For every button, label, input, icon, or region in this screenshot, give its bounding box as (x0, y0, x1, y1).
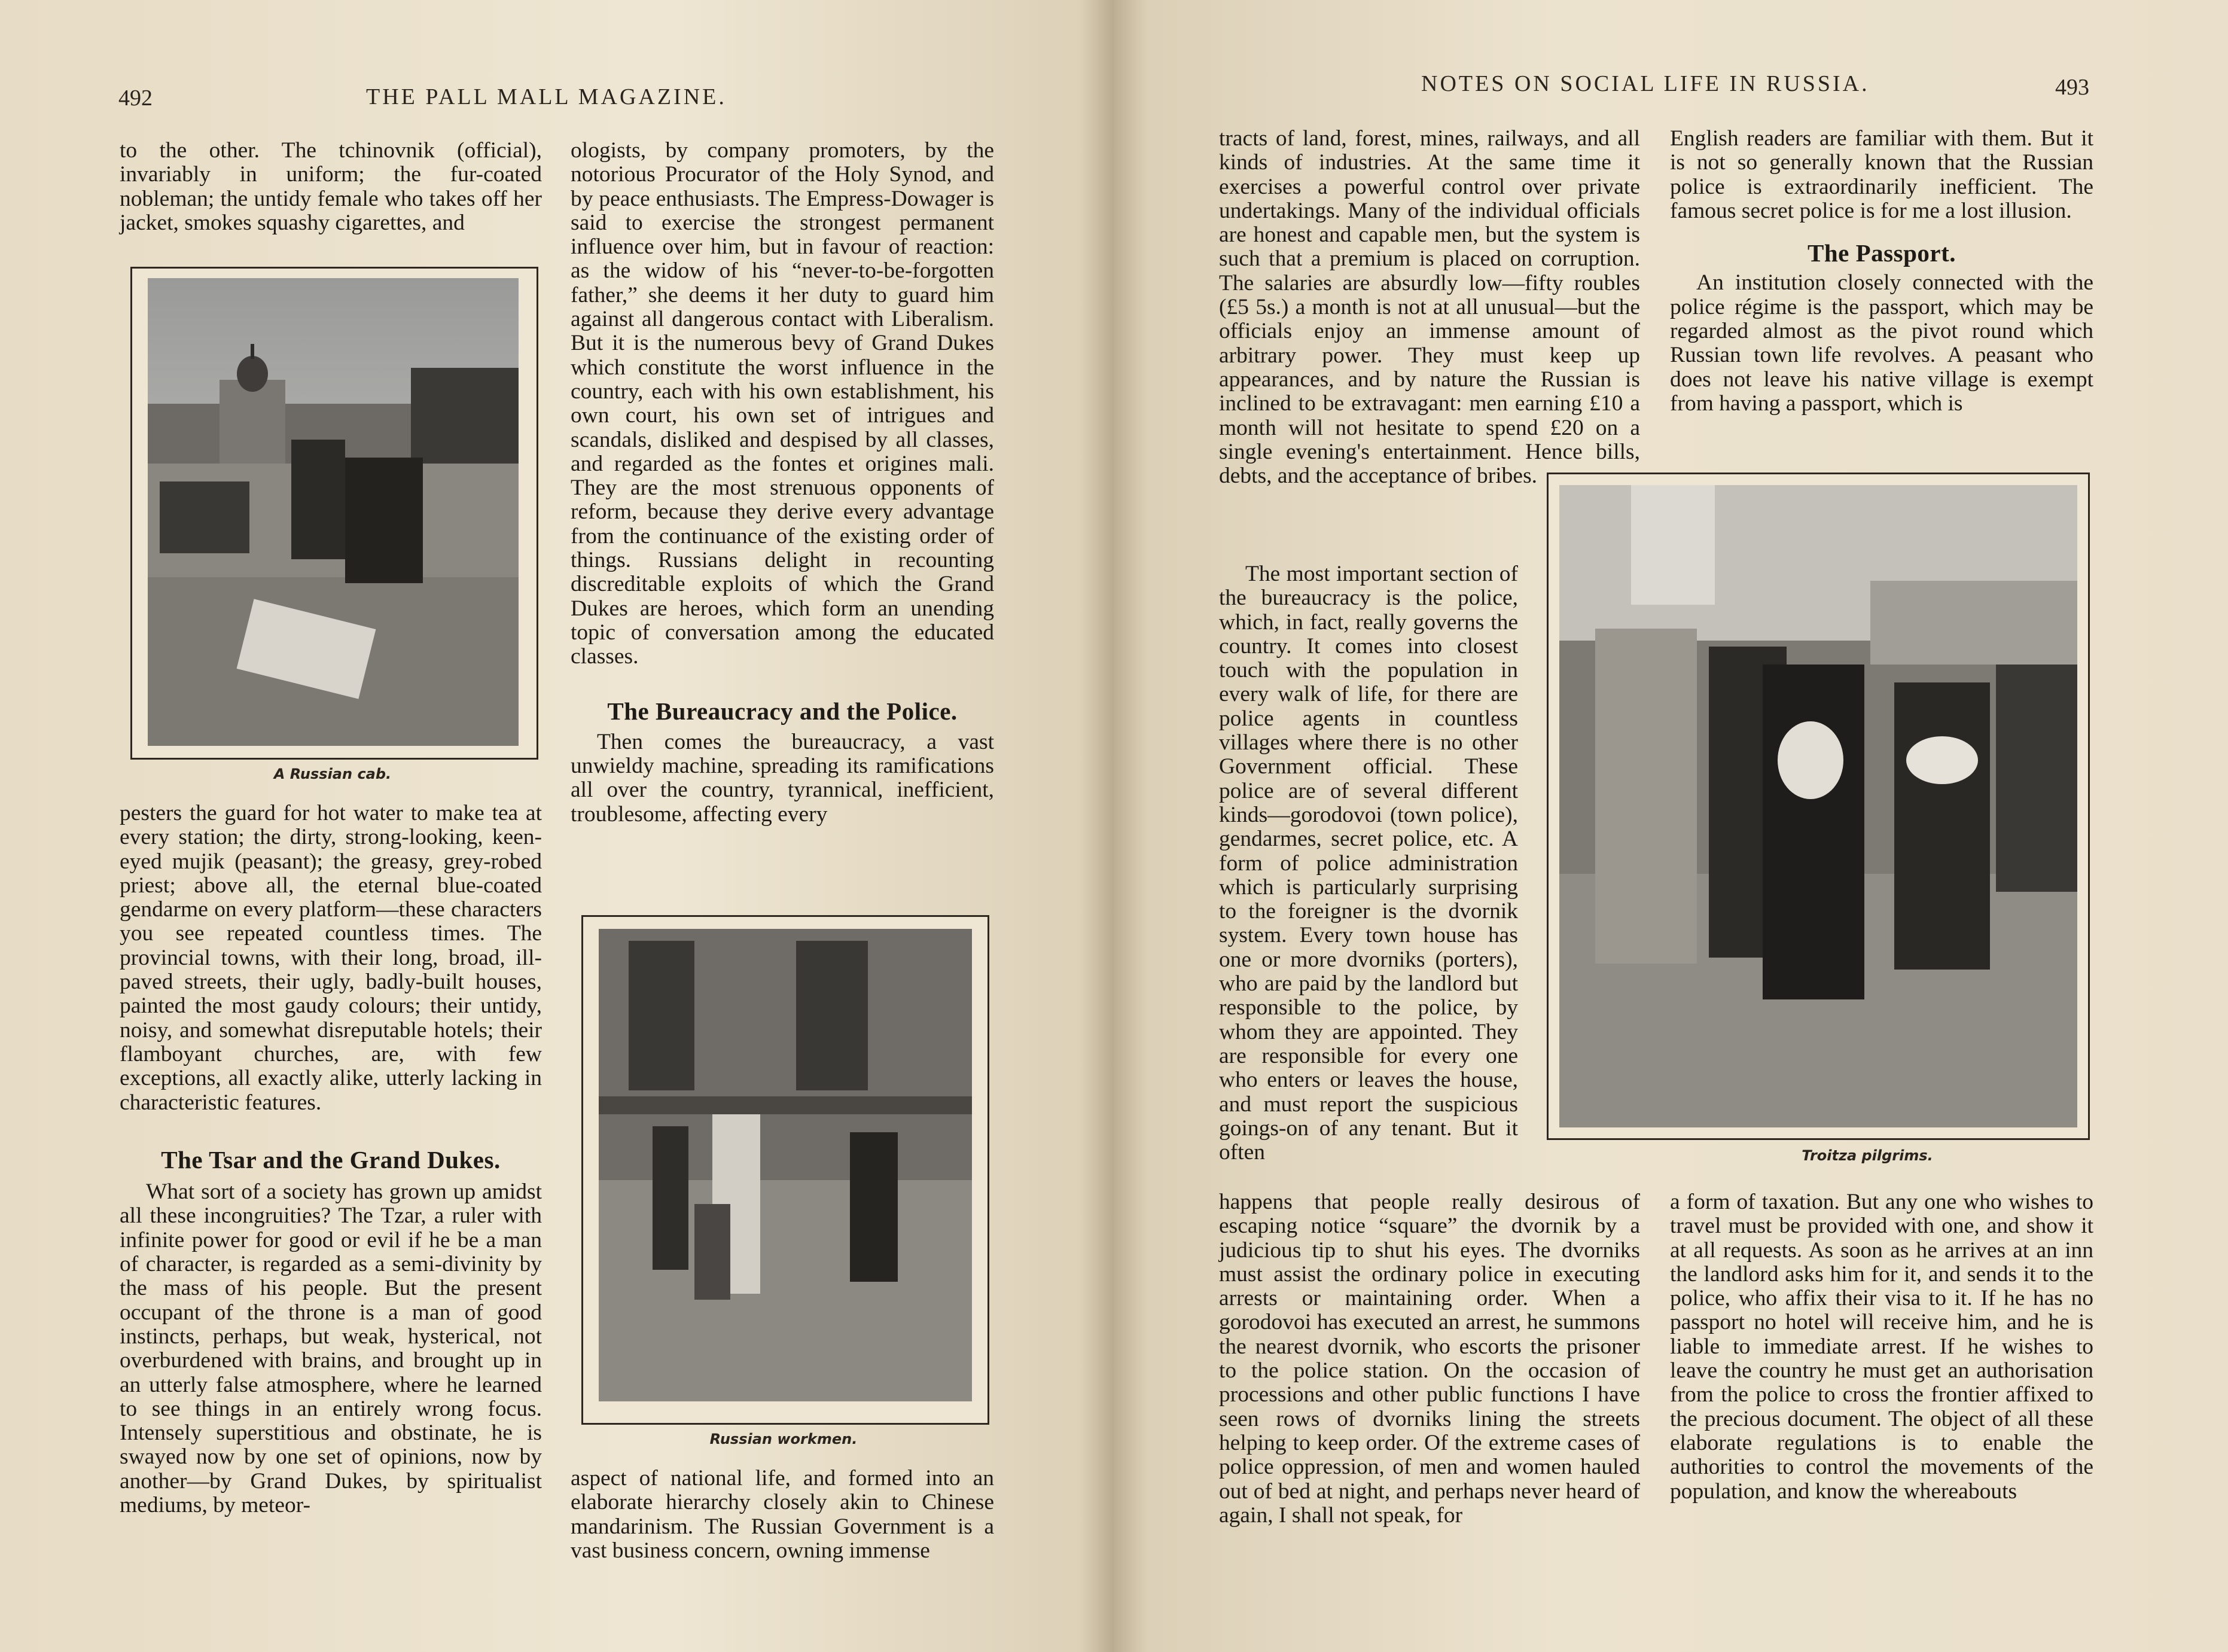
paragraph: pesters the guard for hot water to make tea at every station; the dirty, strong-looking, keen-eyed mujik (peasant); the greasy, grey-robed priest; above all, the eternal blue-coated gendarme on every platform—these characters you see repeated countless times. The provincial towns, with their long, broad, ill-paved streets, their ugly, badly-built houses, painted the most gaudy colours; their untidy, noisy, and somewhat disreputable hotels; their flamboyant churches, are, with few exceptions, all exactly alike, utterly lacking in characteristic features. (120, 801, 542, 1115)
paragraph: to the other. The tchinovnik (official), invariably in uniform; the fur-coated nobleman; the untidy female who takes off her jacket, smokes squashy cigarettes, and (120, 138, 542, 235)
section-heading: The Tsar and the Grand Dukes. (161, 1145, 501, 1174)
caption-russian-cab: A Russian cab. (273, 766, 392, 782)
photo-russian-workmen (599, 929, 972, 1401)
left-col1-bottom (120, 801, 542, 1517)
right-col1-narrow (1219, 562, 1518, 1165)
left-col2-top (571, 139, 994, 827)
section-heading: The Bureaucracy and the Police. (607, 697, 958, 725)
running-head-left: THE PALL MALL MAGAZINE. (366, 84, 727, 109)
left-col2-bottom (571, 1467, 994, 1563)
right-col2-top (1670, 127, 2093, 416)
caption-russian-workmen: Russian workmen. (709, 1431, 858, 1447)
right-page (1114, 0, 2228, 1652)
figure-russian-cab (130, 267, 538, 760)
page-number-right: 493 (2055, 75, 2089, 100)
paragraph: English readers are familiar with them. But it is not so generally known that the Russian police is extraordinarily inefficient. The famous secret police is for me a lost illusion. (1670, 126, 2093, 223)
caption-troitza-pilgrims: Troitza pilgrims. (1802, 1147, 1933, 1164)
photo-russian-cab (148, 278, 519, 746)
paragraph: happens that people really desirous of escaping notice “square” the dvornik by a judicious tip to shut his eyes. The dvorniks must assist the ordinary police in executing arrests or maintaining order. When a gorodovoi has executed an arrest, he summons the nearest dvornik, who escorts the prisoner to the police station. On the occasion of processions and other public functions I have seen rows of dvorniks lining the streets helping to keep order. Of the extreme cases of police oppression, of men and women hauled out of bed at night, and perhaps never heard of again, I shall not speak, for (1219, 1190, 1640, 1528)
paragraph: ologists, by company promoters, by the notorious Procurator of the Holy Synod, and by peace enthusiasts. The Empress-Dowager is said to exercise the strongest permanent influence over him, but in favour of reaction: as the widow of his “never-to-be-forgotten father,” she deems it her duty to guard him against all dangerous contact with Liberalism. But it is the numerous bevy of Grand Dukes which constitute the worst influence in the country, each with his own establishment, his own court, his own set of intrigues and scandals, disliked and despised by all classes, and regarded as the fontes et origines mali. They are the most strenuous opponents of reform, because they derive every advantage from the continuance of the existing order of things. Russians delight in recounting discreditable exploits of which the Grand Dukes are heroes, which form an unending topic of conversation among the educated classes. (571, 138, 994, 669)
figure-troitza-pilgrims (1547, 473, 2090, 1140)
figure-russian-workmen (581, 915, 989, 1425)
section-heading: The Passport. (1808, 239, 1956, 267)
photo-troitza-pilgrims (1559, 485, 2077, 1127)
paragraph: The most important section of the bureaucracy is the police, which, in fact, really governs the country. It comes into closest touch with the population in every walk of life, for there are police agents in countless villages where there is no other Government official. These police are of several different kinds—gorodovoi (town police), gendarmes, secret police, etc. A form of police administration which is particularly surprising to the foreigner is the dvornik system. Every town house has one or more dvorniks (porters), who are paid by the landlord but responsible to the police, by whom they are appointed. They are responsible for every one who enters or leaves the house, and must report the suspicious goings-on of any tenant. But it often (1219, 562, 1518, 1165)
right-col2-bottom (1670, 1190, 2093, 1504)
left-col1-top (120, 139, 542, 235)
paragraph: Then comes the bureaucracy, a vast unwieldy machine, spreading its ramifications all over the country, tyrannical, inefficient, troublesome, affecting every (571, 729, 994, 827)
paragraph: aspect of national life, and formed into an elaborate hierarchy closely akin to Chinese mandarinism. The Russian Government is a vast business concern, owning immense (571, 1466, 994, 1563)
paragraph: An institution closely connected with the police régime is the passport, which may be regarded almost as the pivot round which Russian town life revolves. A peasant who does not leave his native village is exempt from having a passport, which is (1670, 270, 2093, 416)
running-head-right: NOTES ON SOCIAL LIFE IN RUSSIA. (1421, 71, 1870, 96)
right-col1-top (1219, 127, 1640, 488)
page-number-left: 492 (118, 86, 153, 111)
paragraph: What sort of a society has grown up amidst all these incongruities? The Tzar, a ruler with infinite power for good or evil if he be a man of character, is regarded as a semi-divinity by the mass of his people. But the present occupant of the throne is a man of good instincts, perhaps, but weak, hysterical, not overburdened with brains, and brought up in an utterly false atmosphere, where he learned to see things in an entirely wrong focus. Intensely superstitious and obstinate, he is swayed now by one set of opinions, now by another—by Grand Dukes, by spiritualist mediums, by meteor- (120, 1179, 542, 1518)
right-col1-bottom (1219, 1190, 1640, 1528)
paragraph: a form of taxation. But any one who wishes to travel must be provided with one, and show it at all requests. As soon as he arrives at an inn the landlord asks him for it, and sends it to the police, who affix their visa to it. If he has no passport no hotel will receive him, and he is liable to immediate arrest. If he wishes to leave the country he must get an authorisation from the police to cross the frontier affixed to the precious document. The object of all these elaborate regulations is to enable the authorities to control the movements of the population, and know the whereabouts (1670, 1190, 2093, 1504)
paragraph: tracts of land, forest, mines, railways, and all kinds of industries. At the same time it exercises a powerful control over private undertakings. Many of the individual officials are honest and capable men, but the system is such that a premium is placed on corruption. The salaries are absurdly low—fifty roubles (£5 5s.) a month is not at all unusual—but the officials enjoy an immense amount of arbitrary power. They must keep up appearances, and by nature the Russian is inclined to be extravagant: men earning £10 a month will not hesitate to spend £20 on a single evening's entertainment. Hence bills, debts, and the acceptance of bribes. (1219, 126, 1640, 489)
